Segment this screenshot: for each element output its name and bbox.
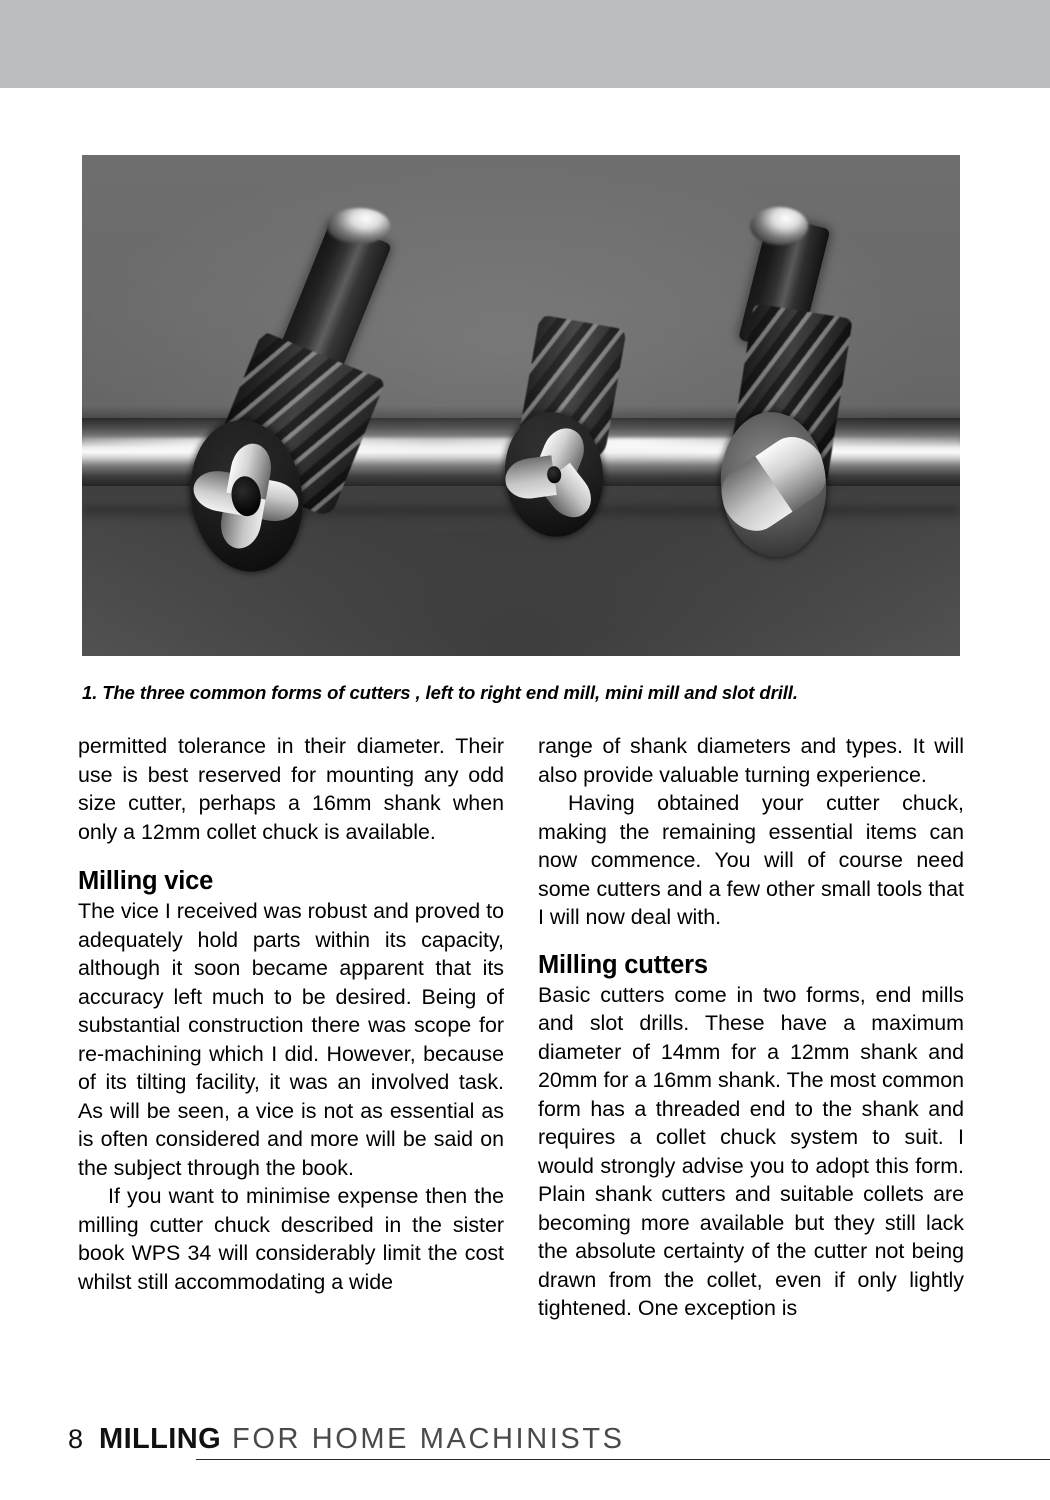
photo-three-milling-cutters (82, 155, 960, 656)
footer-divider (196, 1459, 1050, 1460)
paragraph-left-1: The vice I received was robust and proved to adequately hold parts within its capacity, although it soon became apparent that its accuracy left much to be desired. Being of substantial construction there was scope for re-machining which I did. However, because of its tilting facility, it was an involved task. As will be seen, a vice is not as essential as is often considered and more will be said on the subject through the book. (78, 899, 504, 1180)
page-body (0, 88, 1050, 1500)
figure-caption: 1. The three common forms of cutters , left to right end mill, mini mill and slot drill. (82, 682, 798, 703)
page-footer (0, 1408, 1050, 1478)
column-right (538, 732, 964, 1323)
figure-three-cutters (82, 155, 960, 656)
body-columns (78, 732, 964, 1320)
paragraph-continued-left: permitted tolerance in their diameter. Their use is best reserved for mounting any odd size cutter, perhaps a 16mm shank when only a 12mm collet chuck is available. (78, 734, 504, 844)
heading-milling-cutters: Milling cutters (538, 950, 708, 979)
heading-milling-vice: Milling vice (78, 867, 214, 895)
top-bleed-band (0, 0, 1050, 88)
running-head-subtitle: FOR HOME MACHINISTS (232, 1423, 625, 1455)
running-head-title: MILLING (99, 1423, 222, 1455)
column-left (78, 732, 504, 1296)
photo-lighting-sweep (82, 155, 960, 656)
page-number: 8 (68, 1424, 84, 1454)
paragraph-right-2: Basic cutters come in two forms, end mills and slot drills. These have a maximum diameter of 14mm for a 12mm shank and 20mm for a 16mm shank. The most common form has a threaded end to the shank and requires a collet chuck system to suit. I would strongly advise you to adopt this form. Plain shank cutters and suitable collets are becoming more available but they still lack the absolute certainty of the cutter not being drawn from the collet, even if only lightly tightened. One exception is (538, 982, 964, 1320)
paragraph-continued-right: range of shank diameters and types. It will also provide valuable turning experience. (538, 734, 964, 787)
running-foot (68, 1423, 625, 1456)
paragraph-left-2: If you want to minimise expense then the milling cutter chuck described in the sister book WPS 34 will considerably limit the cost whilst still accommodating a wide (78, 1184, 504, 1294)
paragraph-right-1: Having obtained your cutter chuck, making the remaining essential items can now commence. You will of course need some cutters and a few other small tools that I will now deal with. (538, 791, 964, 929)
